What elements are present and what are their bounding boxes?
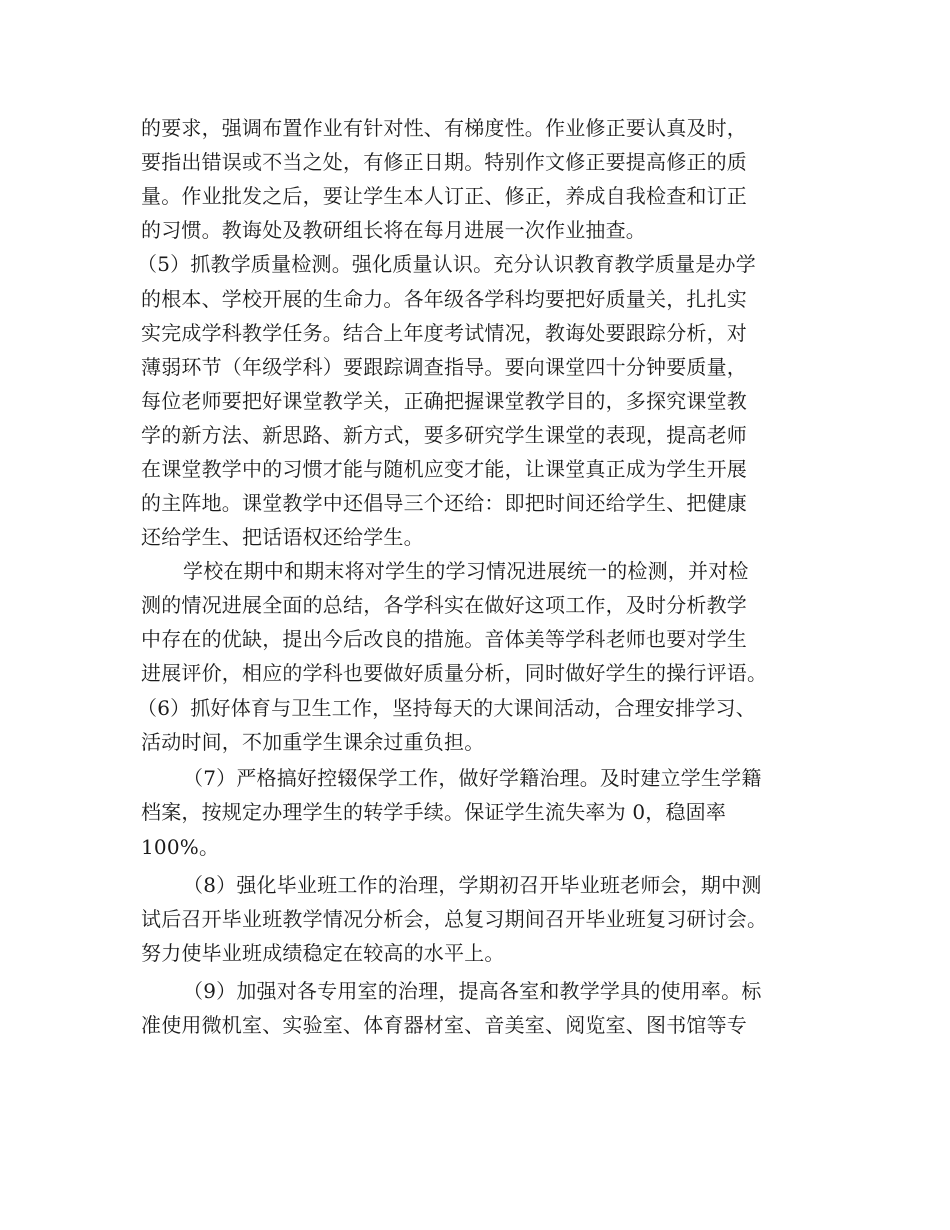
text-line: 努力使毕业班成绩稳定在较高的水平上。 [141, 941, 505, 965]
text-line: （8）强化毕业班工作的治理，学期初召开毕业班老师会，期中测 [183, 873, 762, 897]
text-line: 准使用微机室、实验室、体育器材室、音美室、阅览室、图书馆等专 [141, 1013, 747, 1037]
text-line: 在课堂教学中的习惯才能与随机应变才能，让课堂真正成为学生开展 [141, 457, 747, 481]
text-line: 的要求，强调布置作业有针对性、有梯度性。作业修正要认真及时， [141, 116, 747, 140]
text-line: 每位老师要把好课堂教学关，正确把握课堂教学目的，多探究课堂教 [141, 389, 747, 413]
text-line: 的主阵地。课堂教学中还倡导三个还给：即把时间还给学生、把健康 [141, 491, 747, 515]
text-line: 量。作业批发之后，要让学生本人订正、修正，养成自我检查和订正 [141, 184, 747, 208]
text-line: 还给学生、把话语权还给学生。 [141, 525, 424, 549]
text-line: 进展评价，相应的学科也要做好质量分析，同时做好学生的操行评语。 [141, 661, 768, 685]
text-line: （9）加强对各专用室的治理，提高各室和教学学具的使用率。标 [183, 979, 762, 1003]
text-line: 要指出错误或不当之处，有修正日期。特别作文修正要提高修正的质 [141, 150, 747, 174]
text-line: 档案，按规定办理学生的转学手续。保证学生流失率为 0，稳固率 [141, 800, 727, 824]
text-line: 中存在的优缺，提出今后改良的措施。音体美等学科老师也要对学生 [141, 627, 747, 651]
text-line: 活动时间，不加重学生课余过重负担。 [141, 730, 485, 754]
text-line: 100%。 [141, 835, 220, 859]
text-line: 学的新方法、新思路、新方式，要多研究学生课堂的表现，提高老师 [141, 423, 747, 447]
text-line: 薄弱环节（年级学科）要跟踪调查指导。要向课堂四十分钟要质量， [141, 355, 747, 379]
text-line: （5）抓教学质量检测。强化质量认识。充分认识教育教学质量是办学 [137, 252, 756, 276]
text-line: 学校在期中和期末将对学生的学习情况进展统一的检测，并对检 [183, 559, 749, 583]
text-line: 实完成学科教学任务。结合上年度考试情况，教诲处要跟踪分析，对 [141, 321, 747, 345]
text-line: 测的情况进展全面的总结，各学科实在做好这项工作，及时分析教学 [141, 593, 747, 617]
text-line: 的根本、学校开展的生命力。各年级各学科均要把好质量关，扎扎实 [141, 287, 747, 311]
text-line: （6）抓好体育与卫生工作，坚持每天的大课间活动，合理安排学习、 [137, 696, 756, 720]
text-line: 的习惯。教诲处及教研组长将在每月进展一次作业抽查。 [141, 218, 646, 242]
text-line: （7）严格搞好控辍保学工作，做好学籍治理。及时建立学生学籍 [183, 766, 762, 790]
text-line: 试后召开毕业班教学情况分析会，总复习期间召开毕业班复习研讨会。 [141, 907, 768, 931]
